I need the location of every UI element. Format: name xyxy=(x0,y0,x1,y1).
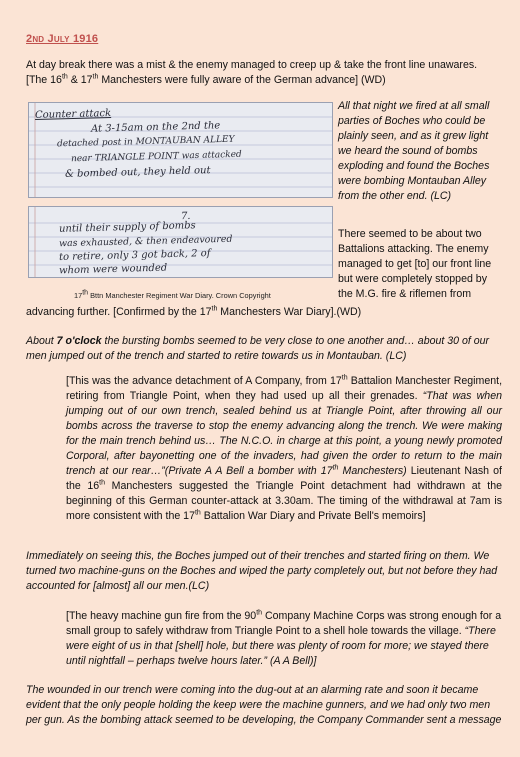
date-heading: 2nd July 1916 xyxy=(26,33,99,45)
diary-1-line: near TRIANGLE POINT was attacked xyxy=(70,149,242,165)
diary-2-line: whom were wounded xyxy=(58,262,168,277)
quote-block-1: [This was the advance detachment of A Company, from 17th Battalion Manchester Regiment, retiring from Triangle Point, when they had used up all their grenades. “That was when jumping out of our own trench, sealed behind us at Triangle Point, after throwing all our bombs across the traverse to stop the enemy advancing along the trench. We were making for the main trench behind us… The N.C.O. in charge at this point, a young newly promoted Corporal, after bayonetting one of the invaders, had given the order to return to the main trench at our rear…”(Private A A Bell a bomber with 17th Manchesters) Lieutenant Nash of the 16th Manchesters suggested the Triangle Point detachment had withdrawn at the beginning of this German counter-attack at 3.30am. The timing of the withdrawal at 7am is more consistent with the 17th Battalion War Diary and Private Bell's memoirs] xyxy=(66,374,503,522)
war-diary-image-1 xyxy=(28,102,333,198)
paragraph-opening: At day break there was a mist & the enemy managed to creep up & take the front line unawares. [The 16th & 17th Manchesters were fully aware of the German advance] (WD) xyxy=(26,59,478,86)
paragraph-seven-oclock: About 7 o'clock the bursting bombs seemed to be very close to one another and… about 30 of our men jumped out of the trench and started to retire towards us in Montauban. (LC) xyxy=(26,335,490,362)
diary-1-line: & bombed out, they held out xyxy=(64,165,211,180)
paragraph-right-1: All that night we fired at all small parties of Boches who could be plainly seen, and as it grew light we heard the sound of bombs exploding and found the Boches were bombing Montauban Alley from the other end. (LC) xyxy=(338,100,490,202)
diary-2-line: until their supply of bombs xyxy=(58,220,196,235)
paragraph-right-2-continued: advancing further. [Confirmed by the 17th Manchesters War Diary].(WD) xyxy=(26,305,362,318)
paragraph-boches-firing: Immediately on seeing this, the Boches jumped out of their trenches and started firing on them. We turned two machine-guns on the Boches and wiped the party completely out, but not before they had accounted for [almost] all our men.(LC) xyxy=(26,550,498,592)
quote-block-2: [The heavy machine gun fire from the 90th Company Machine Corps was strong enough for a small group to safely withdraw from Triangle Point to a shell hole towards the village. “There were eight of us in that [shell] hole, but there was plenty of room for more; we stayed there until nightfall – perhaps twelve hours later.” (A A Bell)] xyxy=(66,609,502,667)
diary-2-line: was exhausted, & then endeavoured xyxy=(58,233,233,250)
diary-1-heading: Counter attack xyxy=(34,108,112,121)
diary-2-line: to retire, only 3 got back, 2 of xyxy=(58,248,211,263)
diary-1-line: At 3-15am on the 2nd the xyxy=(90,120,221,135)
paragraph-wounded: The wounded in our trench were coming into the dug-out at an alarming rate and soon it became evident that the only people holding the keep were the machine gunners, and we had only two men per gun. As the bombing attack seemed to be developing, the Company Commander sent a message xyxy=(26,684,502,726)
diary-2-number: 7. xyxy=(180,210,191,223)
paragraph-right-2: There seemed to be about two Battalions attacking. The enemy managed to get [to] our front line but were completely stopped by the M.G. fire & riflemen from xyxy=(338,228,492,300)
war-diary-image-2 xyxy=(28,206,333,278)
image-caption: 17th Bttn Manchester Regiment War Diary. Crown Copyright xyxy=(74,289,271,300)
diary-1-line: detached post in MONTAUBAN ALLEY xyxy=(56,134,235,150)
